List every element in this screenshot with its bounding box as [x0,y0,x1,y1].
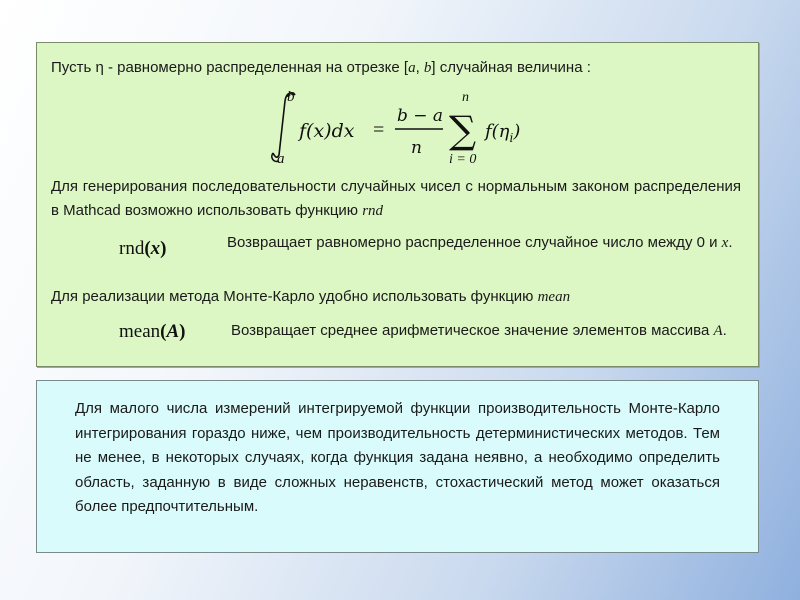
rnd-intro-paragraph [51,175,741,223]
integrand: f(x)dx [299,120,355,142]
note-paragraph: Для малого числа измерений интегрируемой функции производительность Монте-Карло интегрирования гораздо ниже, чем производительность детерминистических методов. Тем не менее, в некоторых случаях, когда функция задана неявно, а необходимо определить область, заданную в виде сложных неравенств, стохастический метод может оказаться более предпочтительным. [75,400,720,515]
mean-intro-line [51,288,570,306]
rnd-description [227,231,737,255]
summand-subscript: i [509,131,514,145]
mean-name: mean [119,321,161,342]
rnd-desc-end: . [728,234,733,251]
summand-main: f(η [485,121,510,142]
intro-a: a [408,60,416,76]
mean-desc-text: Возвращает среднее арифметическое значение элементов массива [231,322,710,339]
intro-sep: , [415,59,424,76]
rnd-signature: rnd(x) [119,238,167,259]
mean-arg: A [166,321,180,342]
mean-function-ref: mean [537,289,571,305]
mean-signature: mean(A) [119,321,186,342]
mean-intro-text: Для реализации метода Монте-Карло удобно использовать функцию [51,288,534,305]
mean-desc-var: A [713,323,723,339]
rnd-arg: x [150,238,161,259]
rnd-function-ref: rnd [362,203,384,219]
fraction-numerator: b − a [397,106,444,126]
equals-sign: = [373,119,385,141]
fraction-denominator: n [411,138,422,158]
rnd-desc-text: Возвращает равномерно распределенное случайное число между 0 и [227,234,718,251]
integral-formula [263,87,563,167]
sum-lower: i = 0 [449,152,477,167]
summand-close: ) [513,121,521,142]
sum-upper: n [462,90,469,105]
integral-lower: a [277,151,285,167]
rnd-desc-var: x [721,235,729,251]
mean-desc-end: . [722,322,727,339]
rnd-name: rnd [119,238,145,259]
intro-line [51,59,591,77]
intro-suffix: ] случайная величина : [431,59,591,76]
green-info-box [36,42,759,367]
cyan-note-box [36,380,759,553]
mean-description [231,320,731,342]
intro-b: b [423,60,432,76]
intro-prefix: Пусть η - равномерно распределенная на отрезке [ [51,59,409,76]
integral-upper: b [287,89,295,105]
sum-sign: ∑ [449,108,477,152]
rnd-intro-text: Для генерирования последовательности случайных чисел с нормальным законом распределения в Mathcad возможно использовать функцию [51,178,741,219]
summand [483,121,520,145]
